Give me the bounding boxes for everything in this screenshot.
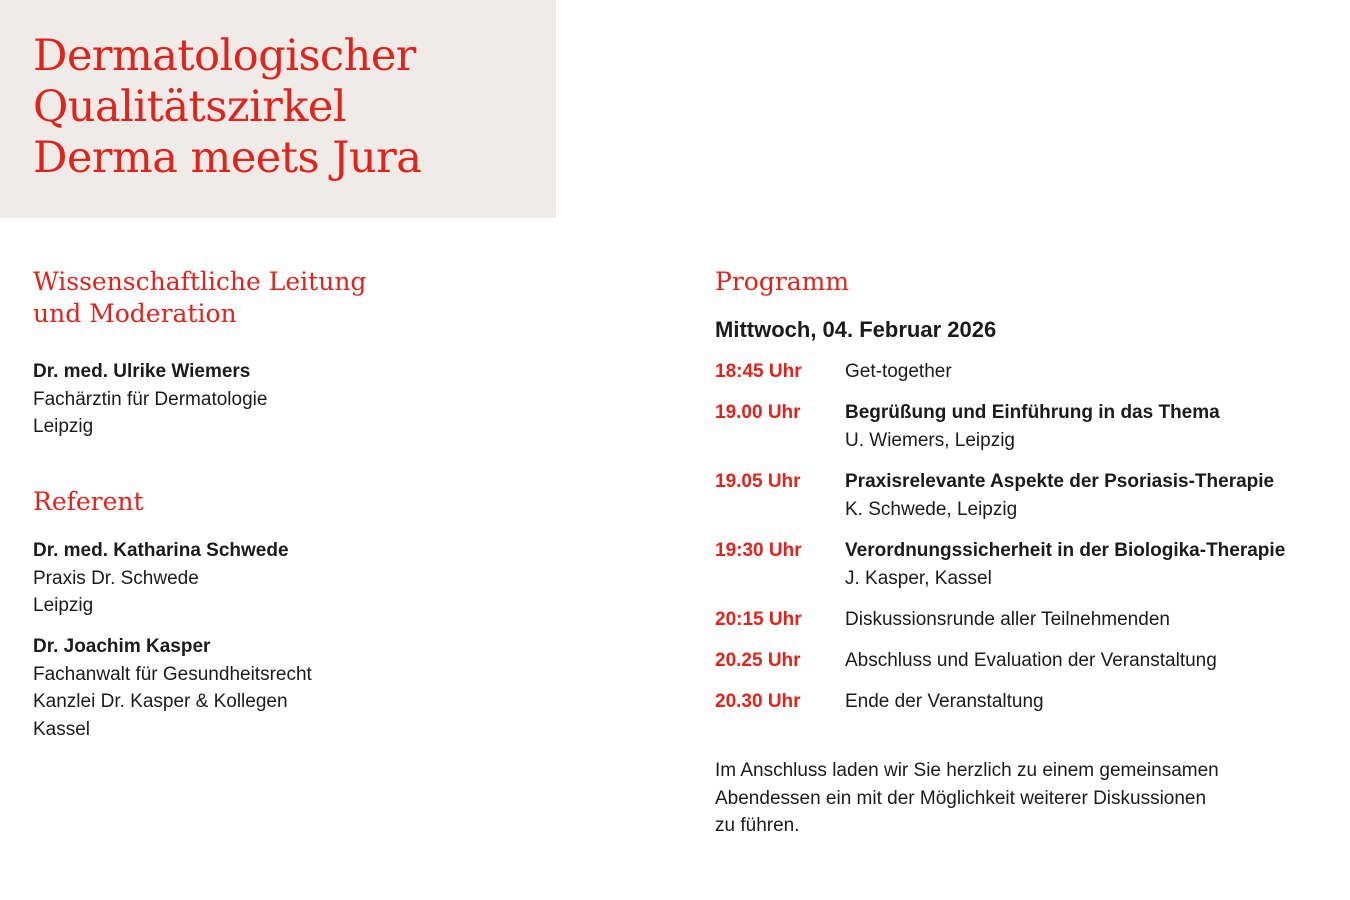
program-content: [845, 468, 1335, 523]
referent-person-1: [33, 537, 289, 620]
program-title: Ende der Veranstaltung: [845, 691, 1044, 712]
program-time: 18:45 Uhr: [715, 361, 802, 382]
person-practice: Praxis Dr. Schwede: [33, 567, 199, 589]
program-title: Begrüßung und Einführung in das Thema: [845, 402, 1220, 423]
referent-person-2: [33, 633, 312, 743]
leitung-heading-line-2: und Moderation: [33, 299, 237, 328]
program-time: 20.30 Uhr: [715, 691, 801, 712]
document-title: [33, 31, 421, 184]
program-content: [845, 399, 1335, 454]
programm-heading-text: Programm: [715, 267, 850, 296]
person-office: Kanzlei Dr. Kasper & Kollegen: [33, 691, 288, 712]
person-name: Dr. Joachim Kasper: [33, 636, 211, 657]
program-content: [845, 606, 1335, 634]
person-name: Dr. med. Katharina Schwede: [33, 540, 289, 561]
closing-line-3: zu führen.: [715, 815, 800, 836]
referent-heading-text: Referent: [33, 487, 144, 516]
person-role: Fachanwalt für Gesundheitsrecht: [33, 663, 312, 685]
person-name: Dr. med. Ulrike Wiemers: [33, 361, 251, 382]
leitung-heading: [33, 266, 366, 330]
program-title: Abschluss und Evaluation der Veranstaltung: [845, 650, 1217, 671]
program-title: Diskussionsrunde aller Teilnehmenden: [845, 609, 1170, 630]
title-line-3: Derma meets Jura: [33, 133, 422, 183]
person-city: Leipzig: [33, 595, 94, 616]
program-time: 19.00 Uhr: [715, 402, 801, 423]
title-line-2: Qualitätszirkel: [33, 82, 347, 132]
program-time: 20:15 Uhr: [715, 609, 802, 630]
person-role: Fachärztin für Dermatologie: [33, 388, 268, 410]
leitung-person: [33, 358, 267, 441]
program-time: 19.05 Uhr: [715, 471, 801, 492]
leitung-heading-line-1: Wissenschaftliche Leitung: [33, 267, 367, 296]
closing-note: [715, 757, 1219, 840]
program-content: [845, 537, 1335, 592]
program-speaker: K. Schwede, Leipzig: [845, 498, 1018, 520]
person-city: Leipzig: [33, 416, 94, 437]
program-content: [845, 358, 1335, 386]
closing-line-2: Abendessen ein mit der Möglichkeit weiterer Diskussionen: [715, 787, 1207, 809]
title-line-1: Dermatologischer: [33, 31, 416, 81]
program-time: 20.25 Uhr: [715, 650, 801, 671]
header-panel: [0, 0, 556, 218]
program-time: 19:30 Uhr: [715, 540, 802, 561]
referent-heading: [33, 486, 144, 518]
program-title: Praxisrelevante Aspekte der Psoriasis-Therapie: [845, 471, 1275, 492]
program-content: [845, 688, 1335, 716]
person-city: Kassel: [33, 718, 91, 740]
programm-heading: [715, 266, 849, 298]
program-title: Verordnungssicherheit in der Biologika-Therapie: [845, 540, 1286, 561]
program-content: [845, 647, 1335, 675]
program-speaker: J. Kasper, Kassel: [845, 567, 992, 589]
closing-line-1: Im Anschluss laden wir Sie herzlich zu einem gemeinsamen: [715, 760, 1219, 781]
program-speaker: U. Wiemers, Leipzig: [845, 429, 1015, 451]
event-date: Mittwoch, 04. Februar 2026: [715, 317, 997, 342]
program-title: Get-together: [845, 361, 952, 382]
